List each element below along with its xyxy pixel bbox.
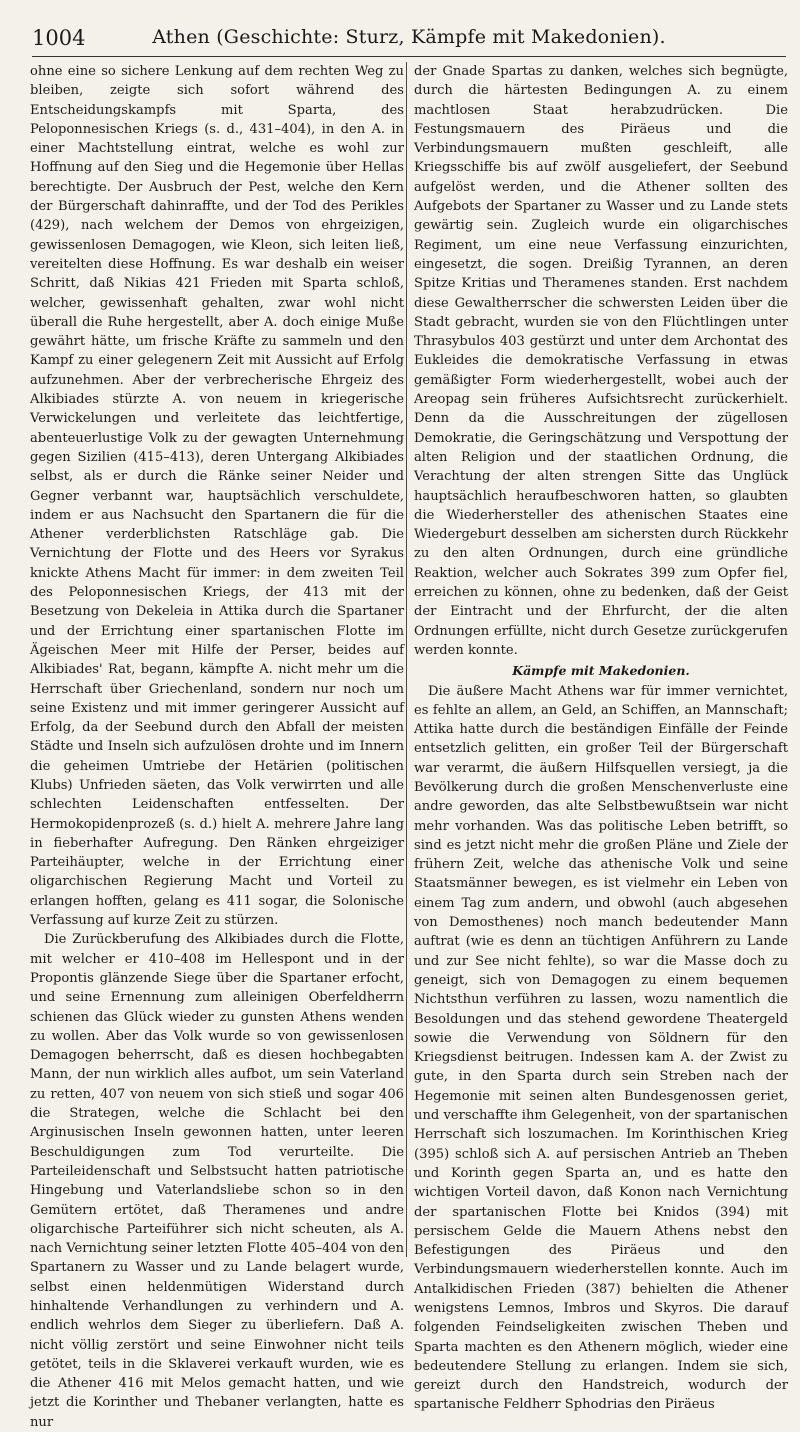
- left-paragraph-1: ohne eine so sichere Lenkung auf dem rechten Weg zu bleiben, zeigte sich sofort während des Entscheidungskampfs mit Sparta, des Peloponnesischen Kriegs (s. d., 431–404), in den A. in einer Machtstellung eintrat, welche es wohl zur Hoffnung auf den Sieg und die Hegemonie über Hellas berechtigte. Der Ausbruch der Pest, welche den Kern der Bürgerschaft dahinraffte, und der Tod des Perikles (429), nach welchem der Demos von ehrgeizigen, gewissenlosen Demagogen, wie Kleon, sich leiten ließ, vereitelten diese Hoffnung. Es war deshalb ein weiser Schritt, daß Nikias 421 Frieden mit Sparta schloß, welcher, gewissenhaft gehalten, zwar wohl nicht überall die Ruhe hergestellt, aber A. doch einige Muße gewährt hätte, um frische Kräfte zu sammeln und den Kampf zu einer gelegenern Zeit mit Aussicht auf Erfolg aufzunehmen. Aber der verbrecherische Ehrgeiz des Alkibiades stürzte A. von neuem in kriegerische Verwickelungen und verleitete das leichtfertige, abenteuerlustige Volk zu der gewagten Unternehmung gegen Sizilien (415–413), deren Untergang Alkibiades selbst, als er durch die Ränke seiner Neider und Gegner verbannt war, hauptsächlich verschuldete, indem er aus Nachsucht den Spartanern die für die Athener verderblichsten Ratschläge gab. Die Vernichtung der Flotte und des Heers vor Syrakus knickte Athens Macht für immer: in dem zweiten Teil des Peloponnesischen Kriegs, der 413 mit der Besetzung von Dekeleia in Attika durch die Spartaner und der Errichtung einer spartanischen Flotte im Ägeischen Meer mit Hilfe der Perser, beides auf Alkibiades' Rat, begann, kämpfte A. nicht mehr um die Herrschaft über Griechenland, sondern nur noch um seine Existenz und mit immer geringerer Aussicht auf Erfolg, da der Seebund durch den Abfall der meisten Städte und Inseln sich aufzulösen drohte und im Innern die geheimen Umtriebe der Hetärien (politischen Klubs) Unfrieden säeten, das Volk verwirrten und alle schlechten Leidenschaften entfesselten. Der Hermokopidenprozeß (s. d.) hielt A. mehrere Jahre lang in fieberhafter Aufregung. Den Ränken ehrgeiziger Parteihäupter, welche in der Errichtung einer oligarchischen Regierung Macht und Vorteil zu erlangen hofften, gelang es 411 sogar, die Solonische Verfassung auf kurze Zeit zu stürzen.: [30, 64, 404, 929]
- page-header: [32, 22, 786, 57]
- left-paragraph-2: Die Zurückberufung des Alkibiades durch die Flotte, mit welcher er 410–408 im Hellespont und in der Propontis glänzende Siege über die Spartaner erfocht, und seine Ernennung zum alleinigen Oberfeldherrn schienen das Glück wieder zu gunsten Athens wenden zu wollen. Aber das Volk wurde so von gewissenlosen Demagogen beherrscht, daß es diesen hochbegabten Mann, der nun wirklich alles aufbot, um sein Vaterland zu retten, 407 von neuem von sich stieß und sogar 406 die Strategen, welche die Schlacht bei den Arginusischen Inseln gewonnen hatten, unter leeren Beschuldigungen zum Tod verurteilte. Die Parteileidenschaft und Selbstsucht hatten patriotische Hingebung und Vaterlandsliebe schon so in den Gemütern ertötet, daß Theramenes und andre oligarchische Parteiführer sich nicht scheuten, als A. nach Vernichtung seiner letzten Flotte 405–404 von den Spartanern zu Wasser und zu Lande belagert wurde, selbst einen heldenmütigen Widerstand durch hinhaltende Verhandlungen zu verhindern und A. endlich wehrlos dem Sieger zu überliefern. Daß A. nicht völlig zerstört und seine Einwohner nicht teils getötet, teils in die Sklaverei verkauft wurden, wie es die Athener 416 mit Melos gemacht hatten, und wie jetzt die Korinther und Thebaner verlangten, hatte es nur: [30, 932, 404, 1430]
- left-column: [30, 62, 404, 1430]
- running-title: Athen (Geschichte: Sturz, Kämpfe mit Makedonien).: [152, 26, 666, 48]
- column-divider: [406, 62, 407, 1257]
- right-column: [414, 62, 788, 1413]
- section-heading: Kämpfe mit Makedonien.: [512, 663, 690, 679]
- right-paragraph-2: Die äußere Macht Athens war für immer vernichtet, es fehlte an allem, an Geld, an Schiffen, an Mannschaft; Attika hatte durch die beständigen Einfälle der Feinde entsetzlich gelitten, ein großer Teil der Bürgerschaft war verarmt, die äußern Hilfsquellen versiegt, ja die Bevölkerung durch die großen Menschenverluste eine andre geworden, das alte Selbstbewußtsein war nicht mehr vorhanden. Was das politische Leben betrifft, so sind es jetzt nicht mehr die großen Pläne und Ziele der frühern Zeit, welche das athenische Volk und seine Staatsmänner bewegen, es ist vielmehr ein Leben von einem Tag zum andern, und obwohl (auch abgesehen von Demosthenes) noch manch bedeutender Mann auftrat (wie es denn an tüchtigen Anführern zu Lande und zur See nicht fehlte), so war die Masse doch zu geneigt, sich von Demagogen zu einem bequemen Nichtsthun verführen zu lassen, wozu namentlich die Besoldungen und das stehend gewordene Theatergeld sowie die Verwendung von Söldnern für den Kriegsdienst beitrugen. Indessen kam A. der Zwist zu gute, in den Sparta durch sein Streben nach der Hegemonie mit seinen alten Bundesgenossen geriet, und verschaffte ihm Gelegenheit, von der spartanischen Herrschaft sich loszumachen. Im Korinthischen Krieg (395) schloß sich A. auf persischen Antrieb an Theben und Korinth gegen Sparta an, und es hatte den wichtigen Vorteil davon, daß Konon nach Vernichtung der spartanischen Flotte bei Knidos (394) mit persischem Gelde die Mauern Athens nebst den Befestigungen des Piräeus und den Verbindungsmauern wiederherstellen konnte. Auch im Antalkidischen Frieden (387) behielten die Athener wenigstens Lemnos, Imbros und Skyros. Die darauf folgenden Feindseligkeiten zwischen Theben und Sparta machten es den Athenern möglich, wieder eine bedeutendere Stellung zu erlangen. Indem sie sich, gereizt durch den Handstreich, wodurch der spartanische Feldherr Sphodrias den Piräeus: [414, 683, 788, 1413]
- page-number: 1004: [32, 26, 86, 50]
- right-paragraph-1: der Gnade Spartas zu danken, welches sich begnügte, durch die härtesten Bedingungen A. zu einem machtlosen Staat herabzudrücken. Die Festungsmauern des Piräeus und die Verbindungsmauern mußten geschleift, alle Kriegsschiffe bis auf zwölf ausgeliefert, der Seebund aufgelöst werden, und die Athener sollten des Aufgebots der Spartaner zu Wasser und zu Lande stets gewärtig sein. Zugleich wurde ein oligarchisches Regiment, um eine neue Verfassung einzurichten, eingesetzt, die sogen. Dreißig Tyrannen, an deren Spitze Kritias und Theramenes standen. Erst nachdem diese Gewaltherrscher die schwersten Leiden über die Stadt gebracht, wurden sie von den Flüchtlingen unter Thrasybulos 403 gestürzt und unter dem Archontat des Eukleides die demokratische Verfassung in etwas gemäßigter Form wiederhergestellt, wobei auch der Areopag sein früheres Aufsichtsrecht zurückerhielt. Denn da die Ausschreitungen der zügellosen Demokratie, die Geringschätzung und Verspottung der alten Religion und der staatlichen Ordnung, die Verachtung der alten strengen Sitte das Unglück hauptsächlich heraufbeschworen hatten, so glaubten die Wiederhersteller des athenischen Staates eine Wiedergeburt desselben am sichersten durch Rückkehr zu den alten Ordnungen, durch eine gründliche Reaktion, welcher auch Sokrates 399 zum Opfer fiel, erreichen zu können, ohne zu bedenken, daß der Geist der Eintracht und der Ehrfurcht, der die alten Ordnungen erfüllte, nicht durch Gesetze zurückgerufen werden konnte.: [414, 64, 788, 658]
